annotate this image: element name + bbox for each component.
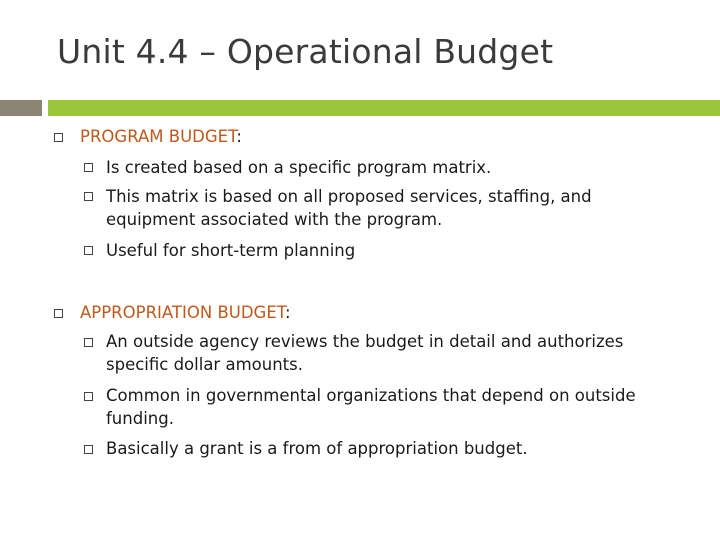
bullet-box-icon (84, 246, 93, 255)
bullet-box-icon (84, 192, 93, 201)
section-heading-text: PROGRAM BUDGET (80, 127, 237, 146)
bullet-box-icon (84, 392, 93, 401)
bullet-box-icon (84, 163, 93, 172)
section-heading (80, 302, 291, 324)
list-item-text: Is created based on a specific program matrix. (106, 158, 492, 177)
list-item-text: Common in governmental organizations that depend on outside (106, 386, 636, 405)
list-item-text: Useful for short-term planning (106, 241, 356, 260)
section-heading-colon: : (236, 127, 242, 146)
list-item-text-continued: funding. (106, 409, 174, 428)
list-item-text-continued: equipment associated with the program. (106, 210, 443, 229)
section-heading-colon: : (285, 303, 291, 322)
bullet-box-icon (84, 338, 93, 347)
bullet-box-icon (84, 445, 93, 454)
section-heading (80, 126, 242, 148)
section-heading-text: APPROPRIATION BUDGET (80, 303, 286, 322)
list-item-text: An outside agency reviews the budget in detail and authorizes (106, 332, 624, 351)
bullet-box-icon (54, 309, 63, 318)
list-item-text: Basically a grant is a from of appropriation budget. (106, 439, 528, 458)
bullet-box-icon (54, 133, 63, 142)
title-divider-bar (48, 100, 720, 116)
slide-title: Unit 4.4 – Operational Budget (57, 32, 554, 71)
title-divider-accent (0, 100, 42, 116)
list-item-text: This matrix is based on all proposed services, staffing, and (106, 187, 592, 206)
list-item-text-continued: specific dollar amounts. (106, 355, 303, 374)
